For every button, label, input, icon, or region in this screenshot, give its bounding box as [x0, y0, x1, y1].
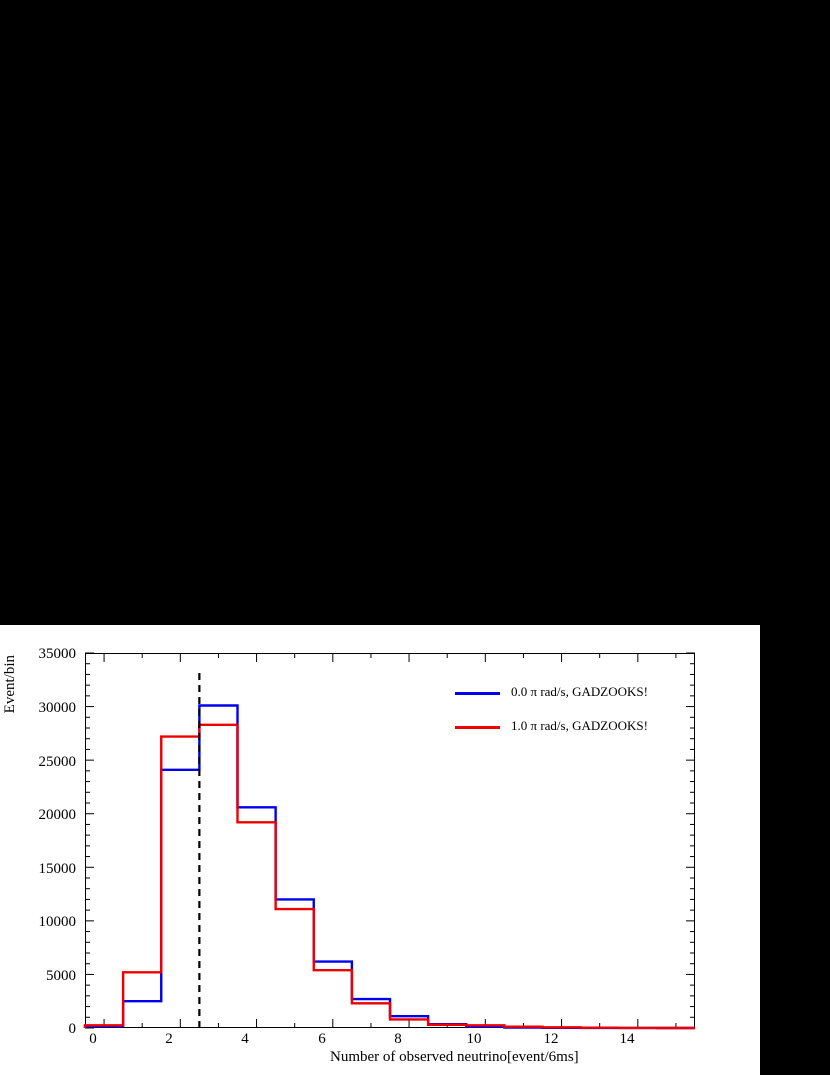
- x-tick-label-0: 0: [89, 1031, 97, 1047]
- legend-entry-1: [455, 715, 670, 749]
- legend-entry-0: [455, 681, 670, 715]
- y-tick-label-15000: 15000: [38, 861, 76, 877]
- y-tick-label-10000: 10000: [38, 914, 76, 930]
- y-axis-label: Event/bin: [2, 655, 18, 714]
- y-tick-label-20000: 20000: [38, 807, 76, 823]
- x-tick-label-4: 4: [241, 1031, 249, 1047]
- y-tick-label-35000: 35000: [38, 646, 76, 662]
- x-tick-label-6: 6: [318, 1031, 326, 1047]
- chart-legend: [455, 681, 670, 751]
- y-tick-label-25000: 25000: [38, 754, 76, 770]
- legend-label-1: 1.0 π rad/s, GADZOOKS!: [511, 718, 648, 733]
- x-axis-label: Number of observed neutrino[event/6ms]: [330, 1049, 579, 1065]
- y-tick-label-0: 0: [68, 1021, 76, 1037]
- histogram-series-0: [85, 706, 695, 1029]
- x-tick-label-12: 12: [543, 1031, 559, 1047]
- legend-swatch-1: [455, 726, 500, 729]
- legend-swatch-0: [455, 692, 500, 695]
- x-tick-label-14: 14: [619, 1031, 635, 1047]
- chart-canvas: [0, 625, 760, 1075]
- legend-label-0: 0.0 π rad/s, GADZOOKS!: [511, 684, 648, 699]
- x-tick-label-2: 2: [165, 1031, 173, 1047]
- y-tick-label-5000: 5000: [46, 968, 76, 984]
- x-tick-label-8: 8: [394, 1031, 402, 1047]
- y-tick-label-30000: 30000: [38, 700, 76, 716]
- x-tick-label-10: 10: [466, 1031, 482, 1047]
